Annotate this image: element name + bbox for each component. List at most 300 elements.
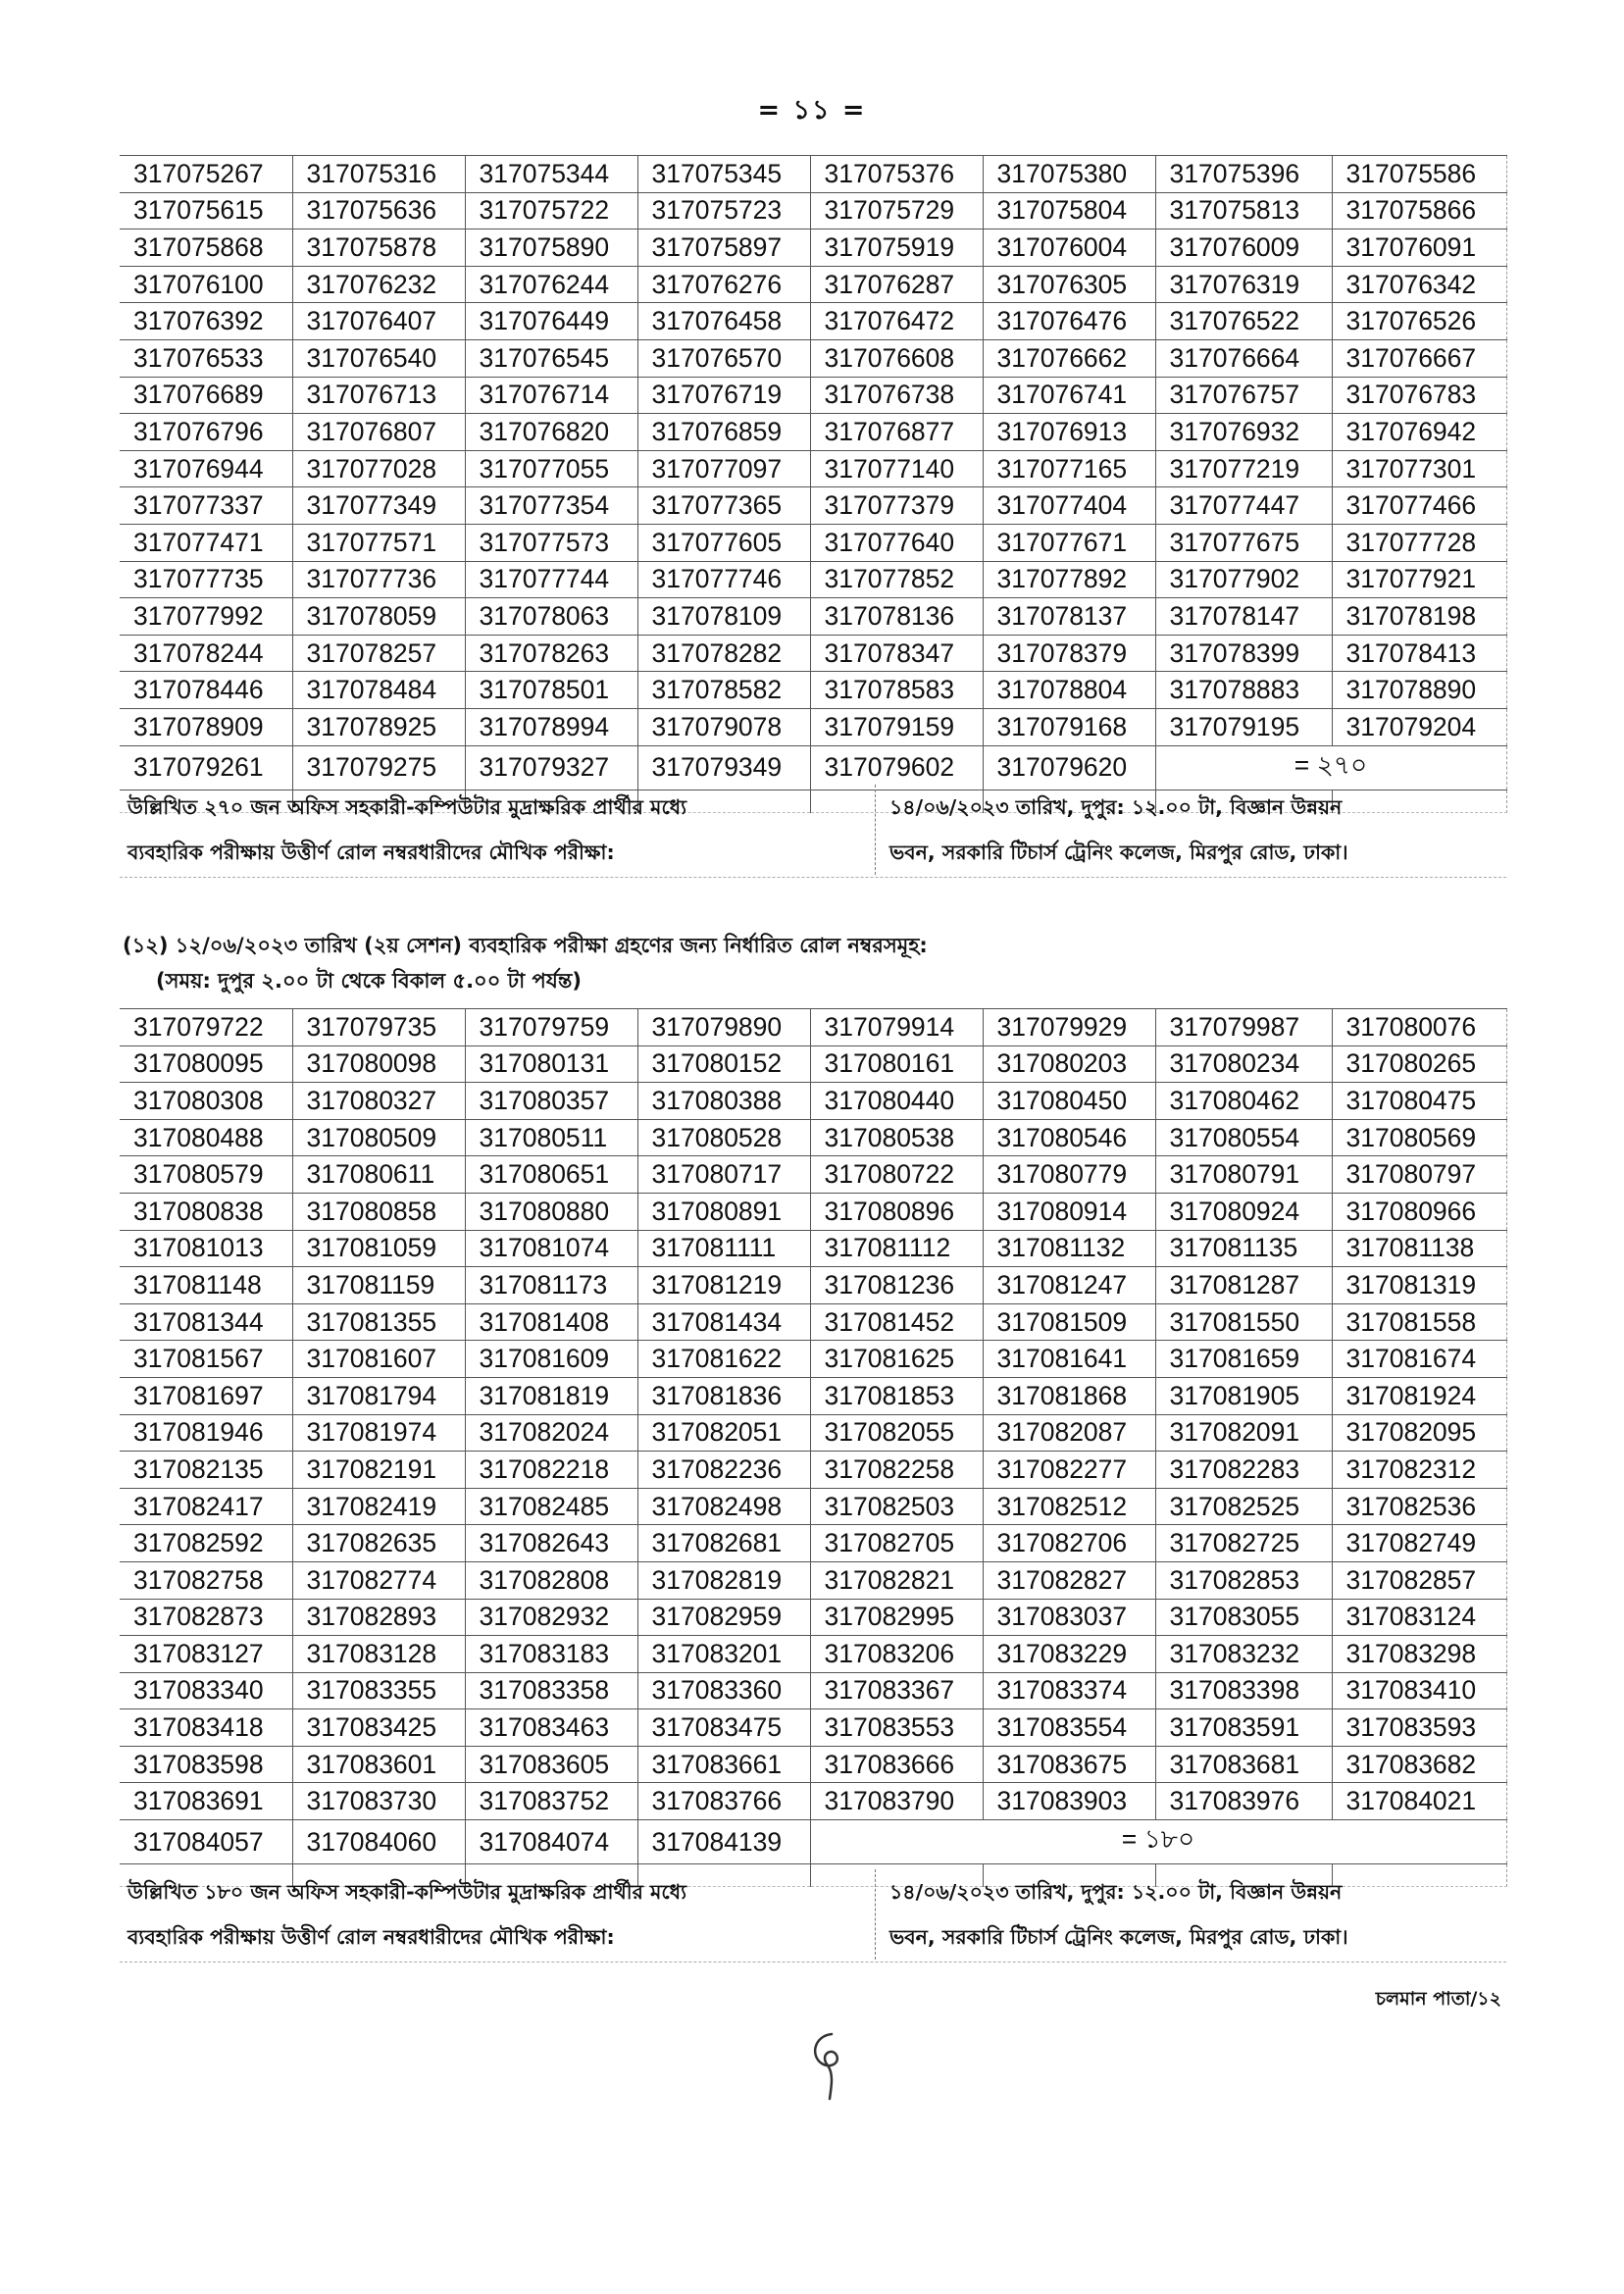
roll-number-cell: 317080357	[465, 1083, 637, 1120]
roll-number-cell: 317082087	[983, 1414, 1155, 1452]
roll-number-cell: 317080308	[120, 1083, 292, 1120]
roll-number-cell: 317075267	[120, 156, 292, 193]
roll-number-cell: 317076545	[465, 339, 637, 377]
roll-number-cell: 317084074	[465, 1820, 637, 1864]
roll-number-cell: 317081408	[465, 1303, 637, 1341]
roll-number-cell: 317081622	[637, 1341, 810, 1378]
viva-info-left-line-2: ব্যবহারিক পরীক্ষায় উত্তীর্ণ রোল নম্বরধারীদের মৌখিক পরীক্ষা:	[127, 841, 615, 864]
roll-number-cell: 317078446	[120, 672, 292, 709]
roll-number-cell: 317082536	[1332, 1488, 1506, 1525]
roll-number-cell: 317078263	[465, 635, 637, 672]
roll-number-cell: 317076472	[810, 303, 983, 340]
roll-number-cell: 317082853	[1155, 1561, 1332, 1599]
roll-number-cell: 317079759	[465, 1009, 637, 1046]
roll-number-cell: 317082024	[465, 1414, 637, 1452]
roll-number-cell: 317083206	[810, 1636, 983, 1673]
roll-number-cell: 317082283	[1155, 1452, 1332, 1489]
roll-number-cell: 317080450	[983, 1083, 1155, 1120]
roll-number-cell: 317079261	[120, 745, 292, 790]
roll-number-cell: 317083183	[465, 1636, 637, 1673]
roll-number-cell: 317078804	[983, 672, 1155, 709]
roll-number-cell: 317078347	[810, 635, 983, 672]
roll-number-cell: 317083340	[120, 1672, 292, 1709]
roll-number-cell: 317076458	[637, 303, 810, 340]
roll-number-cell: 317081836	[637, 1377, 810, 1414]
roll-number-cell: 317081434	[637, 1303, 810, 1341]
roll-number-cell: 317083661	[637, 1746, 810, 1783]
roll-number-cell: 317080131	[465, 1045, 637, 1083]
roll-number-cell: 317076009	[1155, 229, 1332, 267]
roll-number-cell: 317075919	[810, 229, 983, 267]
roll-number-cell: 317077379	[810, 487, 983, 525]
roll-number-cell: 317079349	[637, 745, 810, 790]
roll-number-cell: 317076392	[120, 303, 292, 340]
roll-number-cell: 317082893	[292, 1599, 465, 1636]
total-count: = ১৮০	[810, 1820, 1506, 1864]
roll-number-cell: 317081974	[292, 1414, 465, 1452]
table-row	[120, 708, 1506, 745]
roll-number-cell: 317076714	[465, 377, 637, 414]
roll-number-cell: 317083976	[1155, 1783, 1332, 1820]
table-row	[120, 192, 1506, 229]
roll-number-cell: 317078484	[292, 672, 465, 709]
roll-number-cell: 317082191	[292, 1452, 465, 1489]
continued-page-note: চলমান পাতা/১২	[1375, 1988, 1501, 2010]
roll-number-cell: 317082706	[983, 1525, 1155, 1562]
table-row	[120, 561, 1506, 598]
roll-number-cell: 317083681	[1155, 1746, 1332, 1783]
roll-number-cell: 317084057	[120, 1820, 292, 1864]
roll-number-cell: 317082525	[1155, 1488, 1332, 1525]
table-row	[120, 377, 1506, 414]
roll-number-cell: 317075722	[465, 192, 637, 229]
roll-number-cell: 317080858	[292, 1193, 465, 1230]
roll-number-cell: 317081819	[465, 1377, 637, 1414]
table-row	[120, 1303, 1506, 1341]
roll-number-cell: 317076783	[1332, 377, 1506, 414]
section-heading-line-1: (১২) ১২/০৬/২০২৩ তারিখ (২য় সেশন) ব্যবহারিক পরীক্ষা গ্রহণের জন্য নির্ধারিত রোল নম্বরসমূহ:	[123, 934, 928, 957]
table-row	[120, 1672, 1506, 1709]
roll-number-cell: 317077097	[637, 450, 810, 487]
table-row	[120, 1341, 1506, 1378]
roll-number-cell: 317076100	[120, 266, 292, 303]
roll-number-cell: 317080509	[292, 1119, 465, 1156]
roll-number-cell: 317079620	[983, 745, 1155, 790]
roll-number-cell: 317075723	[637, 192, 810, 229]
table-row	[120, 1009, 1506, 1046]
roll-number-cell: 317078994	[465, 708, 637, 745]
roll-number-cell: 317080554	[1155, 1119, 1332, 1156]
table-row	[120, 1119, 1506, 1156]
roll-number-cell: 317082808	[465, 1561, 637, 1599]
roll-number-cell: 317079735	[292, 1009, 465, 1046]
roll-number-cell: 317082218	[465, 1452, 637, 1489]
viva-info-right-line-2: ভবন, সরকারি টিচার্স ট্রেনিং কলেজ, মিরপুর রোড, ঢাকা।	[889, 1925, 1348, 1949]
roll-number-cell: 317083367	[810, 1672, 983, 1709]
roll-number-cell: 317083553	[810, 1709, 983, 1747]
table-row	[120, 1267, 1506, 1304]
roll-number-cell: 317077028	[292, 450, 465, 487]
roll-number-cell: 317078583	[810, 672, 983, 709]
roll-number-cell: 317083410	[1332, 1672, 1506, 1709]
roll-number-cell: 317076305	[983, 266, 1155, 303]
roll-number-cell: 317080791	[1155, 1156, 1332, 1194]
roll-number-cell: 317078925	[292, 708, 465, 745]
roll-number-cell: 317082873	[120, 1599, 292, 1636]
roll-number-cell: 317082503	[810, 1488, 983, 1525]
roll-number-cell: 317083229	[983, 1636, 1155, 1673]
roll-number-cell: 317075866	[1332, 192, 1506, 229]
roll-number-cell: 317075615	[120, 192, 292, 229]
roll-number-cell: 317081159	[292, 1267, 465, 1304]
roll-number-cell: 317077892	[983, 561, 1155, 598]
roll-number-cell: 317077671	[983, 524, 1155, 561]
roll-number-cell: 317080462	[1155, 1083, 1332, 1120]
roll-number-cell: 317081625	[810, 1341, 983, 1378]
roll-number-cell: 317082512	[983, 1488, 1155, 1525]
roll-number-cell: 317079987	[1155, 1009, 1332, 1046]
table-row	[120, 1525, 1506, 1562]
roll-number-cell: 317078883	[1155, 672, 1332, 709]
roll-number-cell: 317080924	[1155, 1193, 1332, 1230]
roll-number-cell: 317078282	[637, 635, 810, 672]
roll-number-cell: 317077902	[1155, 561, 1332, 598]
table-row	[120, 156, 1506, 193]
roll-number-cell: 317075636	[292, 192, 465, 229]
table-row	[120, 672, 1506, 709]
roll-number-cell: 317080966	[1332, 1193, 1506, 1230]
roll-number-cell: 317082643	[465, 1525, 637, 1562]
table-row	[120, 1156, 1506, 1194]
roll-number-cell: 317083232	[1155, 1636, 1332, 1673]
roll-number-cell: 317076407	[292, 303, 465, 340]
roll-number-cell: 317075897	[637, 229, 810, 267]
roll-number-cell: 317082419	[292, 1488, 465, 1525]
roll-number-cell: 317077404	[983, 487, 1155, 525]
divider	[120, 1962, 1506, 1963]
roll-number-cell: 317083601	[292, 1746, 465, 1783]
roll-number-cell: 317078909	[120, 708, 292, 745]
table-row	[120, 1561, 1506, 1599]
roll-number-cell: 317076232	[292, 266, 465, 303]
roll-number-cell: 317082055	[810, 1414, 983, 1452]
table-row	[120, 1377, 1506, 1414]
table-row	[120, 635, 1506, 672]
roll-number-cell: 317083675	[983, 1746, 1155, 1783]
table-row	[120, 1083, 1506, 1120]
roll-number-cell: 317077165	[983, 450, 1155, 487]
table-row	[120, 1414, 1506, 1452]
roll-number-cell: 317075316	[292, 156, 465, 193]
divider	[120, 877, 1506, 878]
roll-number-cell: 317076476	[983, 303, 1155, 340]
roll-number-cell: 317080611	[292, 1156, 465, 1194]
roll-number-cell: 317077746	[637, 561, 810, 598]
roll-number-cell: 317083605	[465, 1746, 637, 1783]
roll-number-cell: 317076932	[1155, 414, 1332, 451]
roll-number-cell: 317079204	[1332, 708, 1506, 745]
roll-number-cell: 317075376	[810, 156, 983, 193]
roll-number-cell: 317080569	[1332, 1119, 1506, 1156]
table-row	[120, 339, 1506, 377]
roll-number-cell: 317079078	[637, 708, 810, 745]
roll-number-cell: 317076913	[983, 414, 1155, 451]
roll-number-cell: 317077337	[120, 487, 292, 525]
roll-number-cell: 317081355	[292, 1303, 465, 1341]
roll-number-cell: 317081074	[465, 1230, 637, 1267]
table-row	[120, 229, 1506, 267]
roll-number-cell: 317082932	[465, 1599, 637, 1636]
roll-number-cell: 317076738	[810, 377, 983, 414]
roll-number-cell: 317082827	[983, 1561, 1155, 1599]
roll-number-cell: 317078257	[292, 635, 465, 672]
roll-number-cell: 317081452	[810, 1303, 983, 1341]
roll-number-cell: 317081111	[637, 1230, 810, 1267]
roll-number-cell: 317077675	[1155, 524, 1332, 561]
table-row	[120, 303, 1506, 340]
roll-number-cell: 317075813	[1155, 192, 1332, 229]
page-number: = ১১ =	[757, 95, 867, 126]
roll-number-cell: 317076713	[292, 377, 465, 414]
roll-number-cell: 317082236	[637, 1452, 810, 1489]
roll-number-cell: 317082857	[1332, 1561, 1506, 1599]
roll-number-cell: 317076944	[120, 450, 292, 487]
roll-number-cell: 317079602	[810, 745, 983, 790]
roll-number-cell: 317080234	[1155, 1045, 1332, 1083]
roll-number-cell: 317079929	[983, 1009, 1155, 1046]
table-row	[120, 266, 1506, 303]
roll-number-cell: 317080797	[1332, 1156, 1506, 1194]
roll-number-cell: 317081558	[1332, 1303, 1506, 1341]
roll-number-cell: 317076942	[1332, 414, 1506, 451]
roll-number-cell: 317081138	[1332, 1230, 1506, 1267]
roll-number-cell: 317081607	[292, 1341, 465, 1378]
viva-info-left-line-1: উল্লিখিত ১৮০ জন অফিস সহকারী-কম্পিউটার মুদ্রাক্ষরিক প্রার্থীর মধ্যে	[127, 1880, 687, 1904]
roll-number-cell: 317083425	[292, 1709, 465, 1747]
roll-number-cell: 317082485	[465, 1488, 637, 1525]
roll-number-cell: 317078136	[810, 598, 983, 636]
roll-number-cell: 317083201	[637, 1636, 810, 1673]
roll-number-cell: 317081287	[1155, 1267, 1332, 1304]
roll-number-cell: 317080914	[983, 1193, 1155, 1230]
roll-number-cell: 317082258	[810, 1452, 983, 1489]
roll-number-cell: 317081148	[120, 1267, 292, 1304]
roll-number-cell: 317082277	[983, 1452, 1155, 1489]
roll-number-cell: 317077640	[810, 524, 983, 561]
roll-number-cell: 317075868	[120, 229, 292, 267]
roll-number-cell: 317080161	[810, 1045, 983, 1083]
roll-number-cell: 317081853	[810, 1377, 983, 1414]
table-row	[120, 1599, 1506, 1636]
roll-number-cell: 317083360	[637, 1672, 810, 1709]
roll-number-cell: 317081247	[983, 1267, 1155, 1304]
roll-number-cell: 317082774	[292, 1561, 465, 1599]
roll-number-cell: 317081344	[120, 1303, 292, 1341]
roll-number-cell: 317080546	[983, 1119, 1155, 1156]
roll-number-cell: 317081946	[120, 1414, 292, 1452]
table-row	[120, 1709, 1506, 1747]
viva-info-left-line-1: উল্লিখিত ২৭০ জন অফিস সহকারী-কম্পিউটার মুদ্রাক্ষরিক প্রার্থীর মধ্যে	[127, 795, 687, 819]
roll-number-cell: 317080475	[1332, 1083, 1506, 1120]
roll-number-cell: 317075396	[1155, 156, 1332, 193]
roll-number-cell: 317084021	[1332, 1783, 1506, 1820]
roll-number-cell: 317083752	[465, 1783, 637, 1820]
roll-number-cell: 317080327	[292, 1083, 465, 1120]
roll-number-cell: 317075345	[637, 156, 810, 193]
roll-number-cell: 317077852	[810, 561, 983, 598]
roll-number-cell: 317078109	[637, 598, 810, 636]
viva-info-right-line-2: ভবন, সরকারি টিচার্স ট্রেনিং কলেজ, মিরপুর রোড, ঢাকা।	[889, 841, 1348, 864]
roll-number-cell: 317079890	[637, 1009, 810, 1046]
roll-number-cell: 317081905	[1155, 1377, 1332, 1414]
roll-number-cell: 317081219	[637, 1267, 810, 1304]
roll-number-cell: 317076664	[1155, 339, 1332, 377]
table-row	[120, 1193, 1506, 1230]
roll-number-cell: 317081868	[983, 1377, 1155, 1414]
table-row	[120, 745, 1506, 790]
roll-number-cell: 317083666	[810, 1746, 983, 1783]
roll-number-cell: 317076244	[465, 266, 637, 303]
roll-number-cell: 317081567	[120, 1341, 292, 1378]
roll-number-cell: 317082135	[120, 1452, 292, 1489]
roll-number-cell: 317076796	[120, 414, 292, 451]
roll-number-cell: 317077728	[1332, 524, 1506, 561]
roll-number-cell: 317082995	[810, 1599, 983, 1636]
roll-number-cell: 317084060	[292, 1820, 465, 1864]
roll-number-cell: 317083463	[465, 1709, 637, 1747]
roll-number-cell: 317076522	[1155, 303, 1332, 340]
roll-number-cell: 317077571	[292, 524, 465, 561]
table-row	[120, 414, 1506, 451]
total-count: = ২৭০	[1155, 745, 1506, 790]
roll-number-cell: 317083398	[1155, 1672, 1332, 1709]
roll-number-cell: 317082051	[637, 1414, 810, 1452]
roll-number-cell: 317077219	[1155, 450, 1332, 487]
roll-number-cell: 317081112	[810, 1230, 983, 1267]
roll-number-cell: 317082312	[1332, 1452, 1506, 1489]
roll-number-cell: 317080896	[810, 1193, 983, 1230]
roll-table-1	[120, 155, 1507, 813]
roll-number-cell: 317081013	[120, 1230, 292, 1267]
roll-number-cell: 317078379	[983, 635, 1155, 672]
roll-number-cell: 317082959	[637, 1599, 810, 1636]
table-row	[120, 487, 1506, 525]
roll-number-cell: 317081659	[1155, 1341, 1332, 1378]
roll-number-cell: 317080388	[637, 1083, 810, 1120]
roll-number-cell: 317083598	[120, 1746, 292, 1783]
roll-number-cell: 317077055	[465, 450, 637, 487]
roll-number-cell: 317080440	[810, 1083, 983, 1120]
roll-number-cell: 317077735	[120, 561, 292, 598]
viva-info-right-line-1: ১৪/০৬/২০২৩ তারিখ, দুপুর: ১২.০০ টা, বিজ্ঞান উন্নয়ন	[889, 1880, 1343, 1904]
roll-number-cell: 317076662	[983, 339, 1155, 377]
roll-number-cell: 317083037	[983, 1599, 1155, 1636]
roll-number-cell: 317076533	[120, 339, 292, 377]
roll-number-cell: 317075878	[292, 229, 465, 267]
roll-number-cell: 317083903	[983, 1783, 1155, 1820]
section-heading-line-2: (সময়: দুপুর ২.০০ টা থেকে বিকাল ৫.০০ টা পর্যন্ত)	[156, 969, 582, 993]
roll-number-cell: 317081609	[465, 1341, 637, 1378]
roll-number-cell: 317082821	[810, 1561, 983, 1599]
roll-number-cell: 317077921	[1332, 561, 1506, 598]
roll-number-cell: 317083790	[810, 1783, 983, 1820]
roll-number-cell: 317081924	[1332, 1377, 1506, 1414]
roll-number-cell: 317079914	[810, 1009, 983, 1046]
roll-number-cell: 317076342	[1332, 266, 1506, 303]
roll-number-cell: 317080538	[810, 1119, 983, 1156]
roll-number-cell: 317081135	[1155, 1230, 1332, 1267]
table-row	[120, 524, 1506, 561]
roll-number-cell: 317080076	[1332, 1009, 1506, 1046]
roll-number-cell: 317081697	[120, 1377, 292, 1414]
roll-number-cell: 317082681	[637, 1525, 810, 1562]
roll-number-cell: 317083355	[292, 1672, 465, 1709]
roll-number-cell: 317077736	[292, 561, 465, 598]
roll-number-cell: 317076526	[1332, 303, 1506, 340]
roll-number-cell: 317080203	[983, 1045, 1155, 1083]
roll-number-cell: 317083298	[1332, 1636, 1506, 1673]
roll-number-cell: 317081236	[810, 1267, 983, 1304]
roll-number-cell: 317077744	[465, 561, 637, 598]
roll-number-cell: 317080511	[465, 1119, 637, 1156]
roll-number-cell: 317076608	[810, 339, 983, 377]
roll-number-cell: 317082749	[1332, 1525, 1506, 1562]
roll-number-cell: 317083374	[983, 1672, 1155, 1709]
roll-number-cell: 317081059	[292, 1230, 465, 1267]
roll-number-cell: 317080095	[120, 1045, 292, 1083]
signature-mark	[792, 2026, 861, 2105]
viva-info-left-line-2: ব্যবহারিক পরীক্ষায় উত্তীর্ণ রোল নম্বরধারীদের মৌখিক পরীক্ষা:	[127, 1925, 615, 1949]
section-heading-12	[123, 928, 1515, 998]
table-row	[120, 450, 1506, 487]
roll-number-cell: 317079722	[120, 1009, 292, 1046]
roll-number-cell: 317075380	[983, 156, 1155, 193]
table-row	[120, 1045, 1506, 1083]
roll-number-cell: 317082095	[1332, 1414, 1506, 1452]
roll-number-cell: 317081132	[983, 1230, 1155, 1267]
roll-number-cell: 317082635	[292, 1525, 465, 1562]
table-row	[120, 1820, 1506, 1864]
roll-number-cell: 317076540	[292, 339, 465, 377]
roll-number-cell: 317075890	[465, 229, 637, 267]
table-row	[120, 598, 1506, 636]
roll-table-2	[120, 1008, 1507, 1887]
roll-number-cell: 317078137	[983, 598, 1155, 636]
roll-number-cell: 317081509	[983, 1303, 1155, 1341]
roll-number-cell: 317080579	[120, 1156, 292, 1194]
roll-number-cell: 317082592	[120, 1525, 292, 1562]
roll-number-cell: 317077349	[292, 487, 465, 525]
roll-number-cell: 317076276	[637, 266, 810, 303]
roll-number-cell: 317080880	[465, 1193, 637, 1230]
roll-number-cell: 317080779	[983, 1156, 1155, 1194]
roll-number-cell: 317076287	[810, 266, 983, 303]
roll-number-cell: 317076877	[810, 414, 983, 451]
roll-number-cell: 317081641	[983, 1341, 1155, 1378]
roll-number-cell: 317080265	[1332, 1045, 1506, 1083]
table-row	[120, 1636, 1506, 1673]
roll-number-cell: 317079327	[465, 745, 637, 790]
roll-number-cell: 317082705	[810, 1525, 983, 1562]
roll-number-cell: 317078399	[1155, 635, 1332, 672]
roll-number-cell: 317080651	[465, 1156, 637, 1194]
roll-number-cell: 317082725	[1155, 1525, 1332, 1562]
roll-number-cell: 317078147	[1155, 598, 1332, 636]
viva-info-right-line-1: ১৪/০৬/২০২৩ তারিখ, দুপুর: ১২.০০ টা, বিজ্ঞান উন্নয়ন	[889, 795, 1343, 819]
roll-number-cell: 317083358	[465, 1672, 637, 1709]
roll-number-cell: 317075729	[810, 192, 983, 229]
roll-number-cell: 317076004	[983, 229, 1155, 267]
